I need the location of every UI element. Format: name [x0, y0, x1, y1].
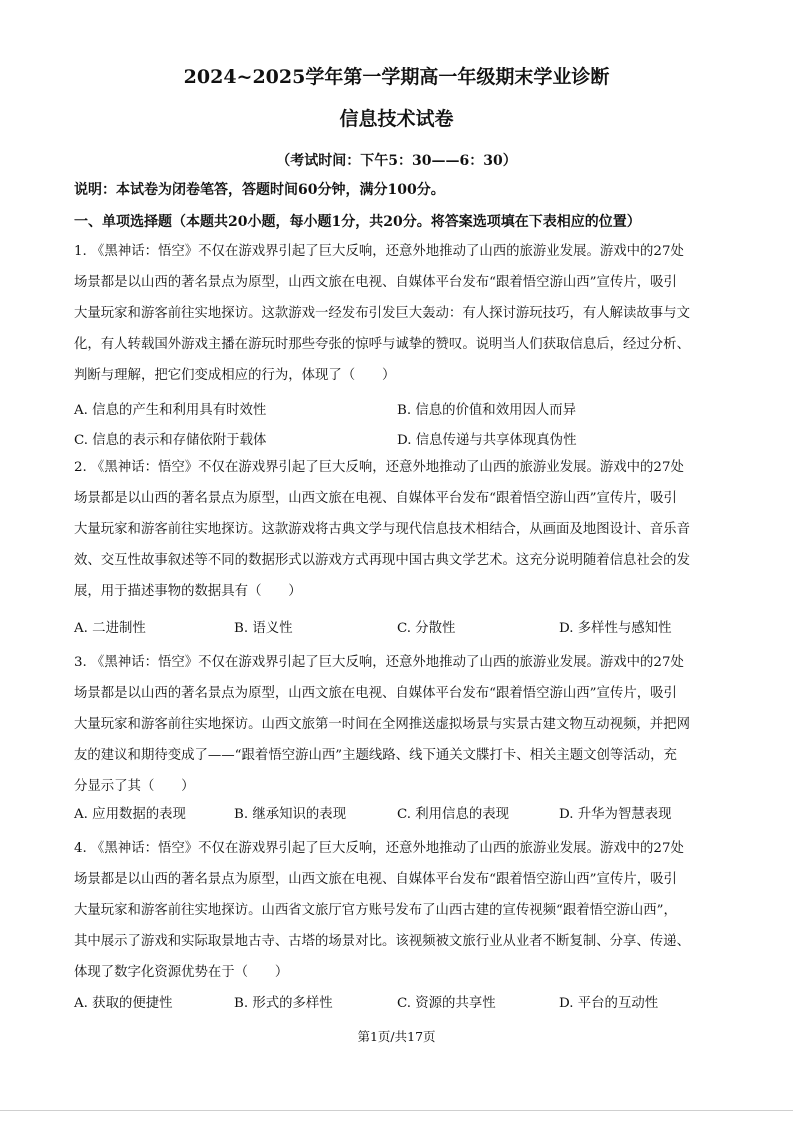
- question-1: [74, 236, 716, 391]
- option-b: B. 形式的多样性: [234, 996, 333, 1011]
- question-line: 友的建议和期待变成了——“跟着悟空游山西”主题线路、线下通关文牒打卡、相关主题文创等活动，充: [74, 748, 677, 763]
- question-line: 场景都是以山西的著名景点为原型，山西文旅在电视、自媒体平台发布“跟着悟空游山西”宣传片，吸引: [74, 872, 677, 887]
- question-1-options-row-1: [74, 399, 724, 419]
- option-b: B. 继承知识的表现: [234, 807, 347, 822]
- question-line: 场景都是以山西的著名景点为原型，山西文旅在电视、自媒体平台发布“跟着悟空游山西”宣传片，吸引: [74, 275, 677, 290]
- option-d: D. 平台的互动性: [559, 996, 659, 1011]
- question-line: 分显示了其（ ）: [74, 779, 195, 794]
- question-3: [74, 647, 716, 802]
- bottom-divider: [0, 1110, 793, 1111]
- option-a: A. 二进制性: [74, 621, 146, 636]
- option-c: C. 资源的共享性: [397, 996, 496, 1011]
- section-heading: 一、单项选择题（本题共20小题，每小题1分，共20分。将答案选项填在下表相应的位置）: [74, 214, 641, 230]
- question-2: [74, 452, 716, 607]
- question-line: 大量玩家和游客前往实地探访。山西省文旅厅官方账号发布了山西古建的宣传视频“跟着悟空游山西”，: [74, 903, 677, 918]
- option-b: B. 语义性: [234, 621, 293, 636]
- option-b: B. 信息的价值和效用因人而异: [397, 403, 577, 418]
- question-line: 其中展示了游戏和实际取景地古寺、古塔的场景对比。该视频被文旅行业从业者不断复制、分享、传递、: [74, 934, 690, 949]
- question-1-options-row-2: [74, 429, 724, 449]
- question-line: 大量玩家和游客前往实地探访。这款游戏一经发布引发巨大轰动：有人探讨游玩技巧，有人解读故事与文: [74, 306, 690, 321]
- question-4-options: [74, 992, 724, 1012]
- option-a: A. 应用数据的表现: [74, 807, 186, 822]
- option-d: D. 升华为智慧表现: [559, 807, 672, 822]
- question-line: 体现了数字化资源优势在于（ ）: [74, 965, 289, 980]
- option-a: A. 信息的产生和利用具有时效性: [74, 403, 267, 418]
- exam-subtitle: 信息技术试卷: [339, 108, 454, 130]
- question-4: [74, 833, 716, 988]
- question-line: 判断与理解，把它们变成相应的行为，体现了（ ）: [74, 368, 396, 383]
- option-c: C. 分散性: [397, 621, 456, 636]
- instructions: 说明：本试卷为闭卷笔答，答题时间60分钟，满分100分。: [74, 182, 445, 198]
- question-line: 4. 《黑神话：悟空》不仅在游戏界引起了巨大反响，还意外地推动了山西的旅游业发展。游戏中的27处: [74, 841, 684, 856]
- question-2-options: [74, 617, 724, 637]
- exam-title: 2024~2025学年第一学期高一年级期末学业诊断: [183, 66, 610, 88]
- question-line: 场景都是以山西的著名景点为原型，山西文旅在电视、自媒体平台发布“跟着悟空游山西”宣传片，吸引: [74, 686, 677, 701]
- question-line: 展，用于描述事物的数据具有（ ）: [74, 584, 302, 599]
- question-line: 场景都是以山西的著名景点为原型，山西文旅在电视、自媒体平台发布“跟着悟空游山西”宣传片，吸引: [74, 491, 677, 506]
- question-3-options: [74, 803, 724, 823]
- option-c: C. 利用信息的表现: [397, 807, 510, 822]
- option-c: C. 信息的表示和存储依附于载体: [74, 433, 267, 448]
- question-line: 大量玩家和游客前往实地探访。这款游戏将古典文学与现代信息技术相结合，从画面及地图设计、音乐音: [74, 522, 690, 537]
- page-indicator: 第1页/共17页: [357, 1029, 436, 1044]
- option-d: D. 多样性与感知性: [559, 621, 672, 636]
- option-a: A. 获取的便捷性: [74, 996, 173, 1011]
- question-line: 2. 《黑神话：悟空》不仅在游戏界引起了巨大反响，还意外地推动了山西的旅游业发展。游戏中的27处: [74, 460, 684, 475]
- question-line: 3. 《黑神话：悟空》不仅在游戏界引起了巨大反响，还意外地推动了山西的旅游业发展。游戏中的27处: [74, 655, 684, 670]
- question-line: 化，有人转载国外游戏主播在游玩时那些夸张的惊呼与诚挚的赞叹。说明当人们获取信息后，经过分析、: [74, 337, 690, 352]
- question-line: 1. 《黑神话：悟空》不仅在游戏界引起了巨大反响，还意外地推动了山西的旅游业发展。游戏中的27处: [74, 244, 684, 259]
- option-d: D. 信息传递与共享体现真伪性: [397, 433, 577, 448]
- exam-time: （考试时间：下午5：30——6：30）: [276, 153, 517, 169]
- question-line: 效、交互性故事叙述等不同的数据形式以游戏方式再现中国古典文学艺术。这充分说明随着信息社会的发: [74, 553, 690, 568]
- question-line: 大量玩家和游客前往实地探访。山西文旅第一时间在全网推送虚拟场景与实景古建文物互动视频，并把网: [74, 717, 690, 732]
